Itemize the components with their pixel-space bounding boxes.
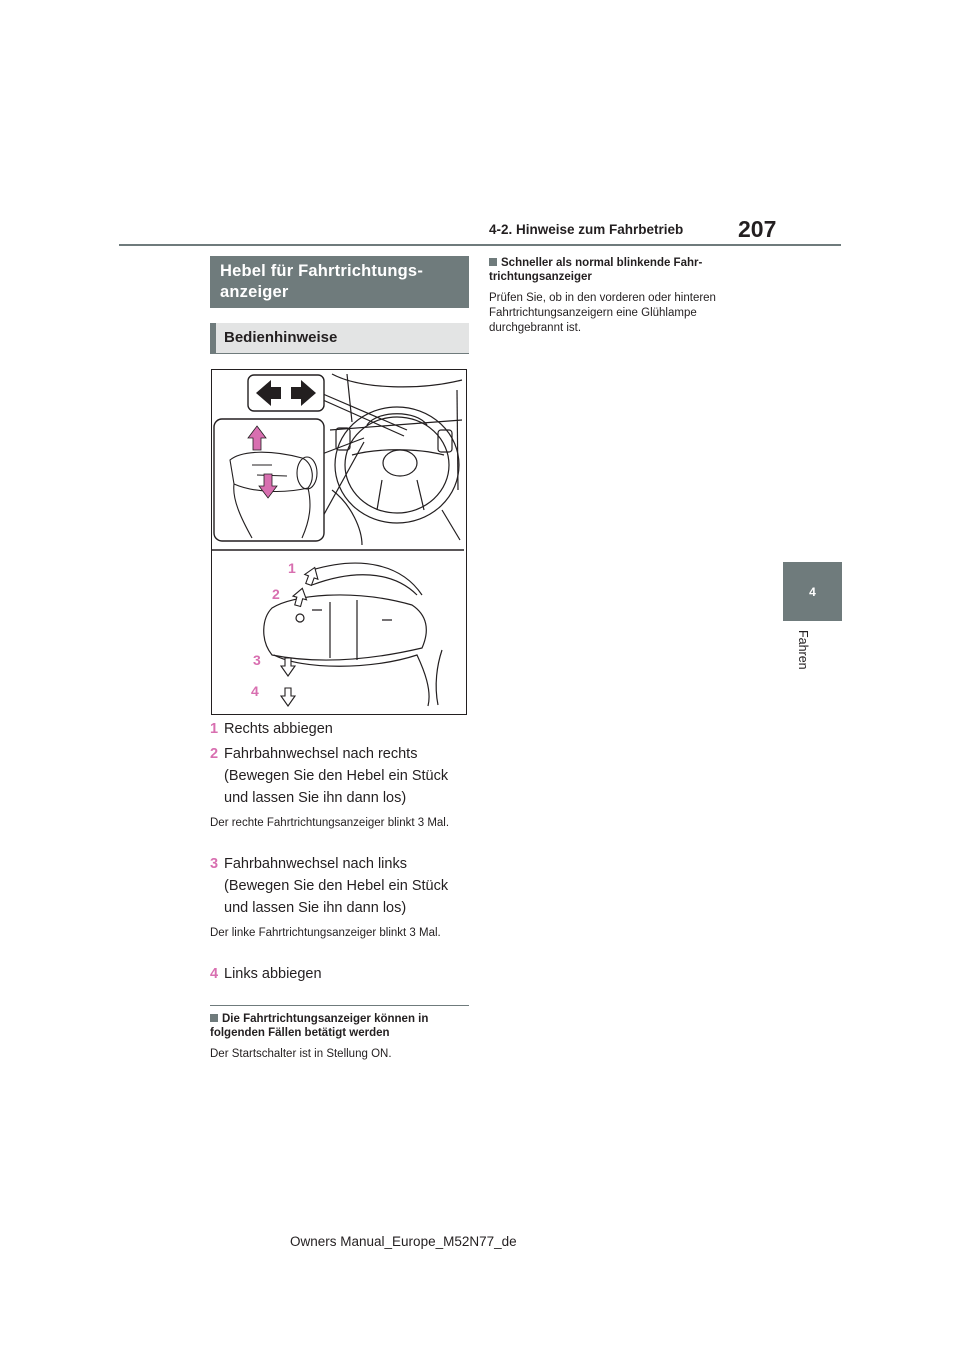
footer-text: Owners Manual_Europe_M52N77_de xyxy=(290,1234,517,1249)
step-text: Fahrbahnwechsel nach links (Bewegen Sie den Hebel ein Stück und lassen Sie ihn dann los) xyxy=(224,856,449,916)
note-right-signal: Der rechte Fahrtrichtungsanzeiger blinkt 3 Mal. xyxy=(210,817,450,829)
callout-1: 1 xyxy=(288,560,296,576)
callout-4: 4 xyxy=(251,683,259,699)
lever-illustration xyxy=(212,370,466,714)
sub-title: Bedienhinweise xyxy=(210,323,469,354)
header-section-title: 4-2. Hinweise zum Fahrbetrieb xyxy=(489,222,684,237)
header-rule xyxy=(119,244,841,246)
info-divider xyxy=(210,1005,469,1006)
step-1 xyxy=(210,718,462,740)
square-bullet-icon xyxy=(210,1014,218,1022)
info-heading-left: Die Fahrtrichtungsanzeiger können in folgenden Fällen betätigt werden xyxy=(210,1013,429,1039)
pointer-lines xyxy=(322,394,407,518)
callout-3: 3 xyxy=(253,652,261,668)
square-bullet-icon xyxy=(489,258,497,266)
direction-arrows xyxy=(281,565,321,706)
step-text: Fahrbahnwechsel nach rechts (Bewegen Sie den Hebel ein Stück und lassen Sie ihn dann los) xyxy=(224,746,449,806)
info-heading-right: Schneller als normal blinkende Fahr-trichtungsanzeiger xyxy=(489,257,703,283)
info-text-right: Prüfen Sie, ob in den vorderen oder hinteren Fahrtrichtungsanzeigern eine Glühlampe durchgebrannt ist. xyxy=(489,292,716,334)
callout-2: 2 xyxy=(272,586,280,602)
step-number: 2 xyxy=(210,746,219,762)
step-number: 4 xyxy=(210,966,219,982)
step-text: Rechts abbiegen xyxy=(224,721,333,737)
section-title-line1: Hebel für Fahrtrichtungs- xyxy=(220,262,424,280)
turn-signal-lever-figure xyxy=(211,369,467,715)
chapter-label: Fahren xyxy=(796,630,810,670)
lever-closeup-drawing xyxy=(264,563,442,706)
step-number: 1 xyxy=(210,721,219,737)
info-text-left: Der Startschalter ist in Stellung ON. xyxy=(210,1048,392,1060)
step-4 xyxy=(210,963,462,985)
dashboard-drawing xyxy=(330,374,462,545)
step-text: Links abbiegen xyxy=(224,966,322,982)
section-title-line2: anzeiger xyxy=(220,283,289,301)
note-left-signal: Der linke Fahrtrichtungsanzeiger blinkt 3 Mal. xyxy=(210,927,441,939)
section-title xyxy=(210,256,469,308)
step-3 xyxy=(210,853,462,919)
step-number: 3 xyxy=(210,856,219,872)
step-2 xyxy=(210,743,462,809)
chapter-tab: 4 xyxy=(783,562,842,621)
page-number: 207 xyxy=(738,216,777,242)
